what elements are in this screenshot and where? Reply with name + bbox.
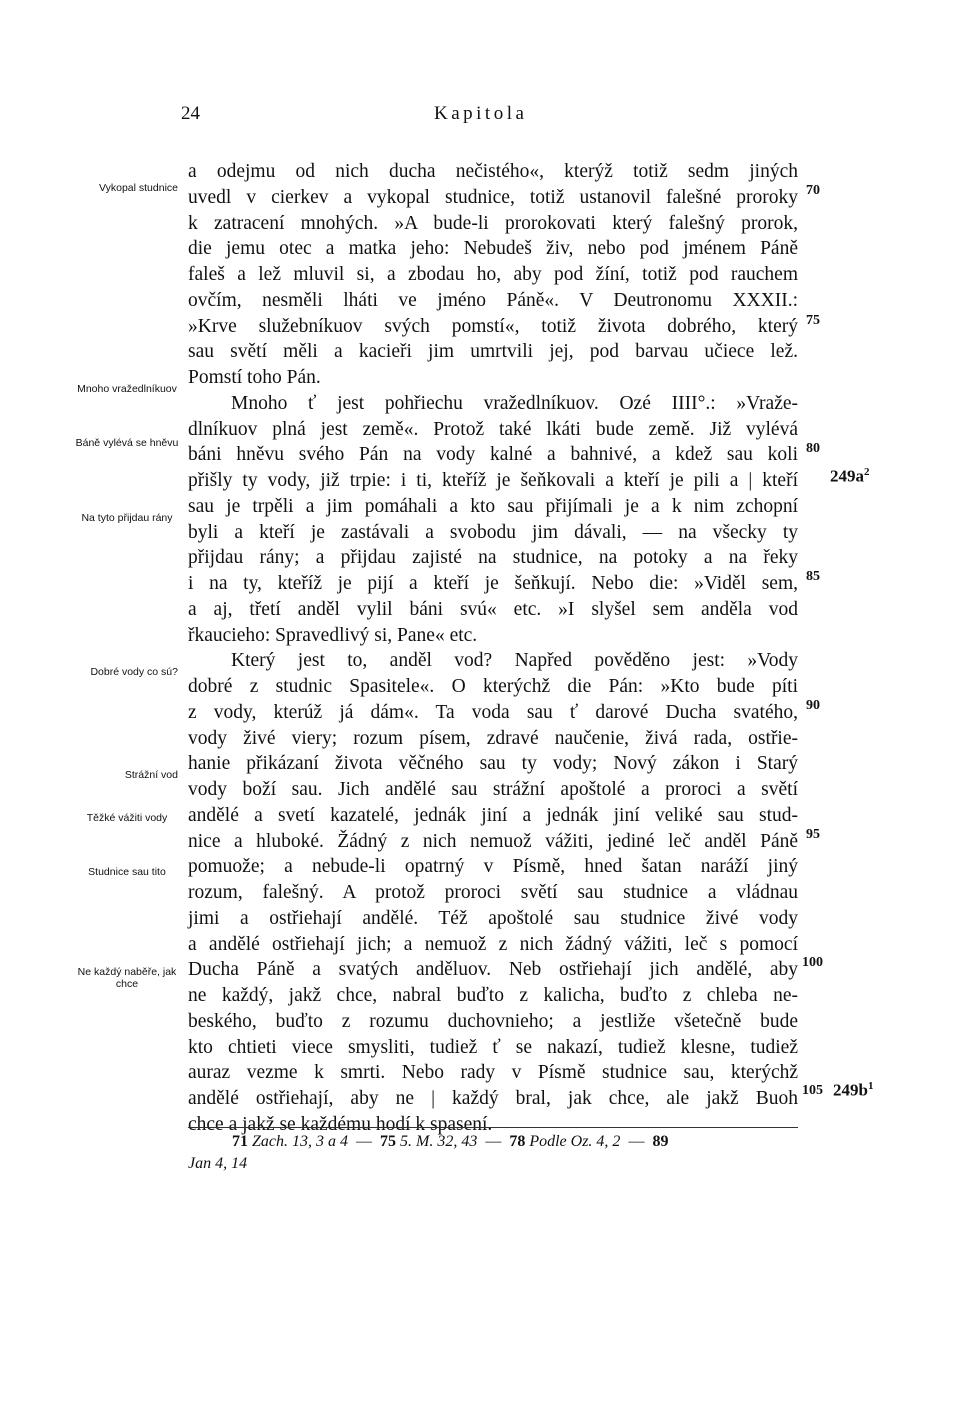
text-line: byli a kteří je zastávali a svobodu jim dávali, — na všecky ty (188, 521, 798, 543)
text-line: pomuože; a nebude-li opatrný v Písmě, hned šatan naráží jiný (188, 856, 798, 878)
folio-reference: $249b^1$ (833, 1080, 874, 1100)
text-line: a odejmu od nich ducha nečistého«, kterýž totiž sedm jiných (188, 161, 798, 182)
text-line: báni hněvu svého Pán na vody kalné a bahnivé, a kdež sau koli (188, 444, 798, 466)
text-line: Který jest to, anděl vod? Napřed pověděno jest: »Vody (231, 650, 798, 672)
text-line: die jemu otec a matka jeho: Nebudeš živ, nebo pod jménem Páně (188, 238, 798, 260)
text-line: beského, buďto z rozumu duchovnieho; a jestliže všetečně bude (188, 1010, 798, 1032)
text-line: andělé a svetí kazatelé, jednák jiní a jednák jiní veliké sau stud- (188, 804, 798, 826)
page-number: 24 (181, 103, 200, 124)
text-line: »Krve služebníkuov svých pomstí«, totiž života dobrého, který (188, 315, 798, 337)
text-line: auraz vezme k smrti. Nebo rady v Písmě studnice sau, kterýchž (188, 1062, 798, 1084)
margin-note: Ne každý naběře, jak chce (77, 966, 177, 990)
footnote-ref: Jan 4, 14 (188, 1155, 248, 1172)
line-number: 90 (806, 698, 820, 713)
footnote-rule (188, 1127, 798, 1128)
text-line: k zatracení mnohých. »A bude-li prorokovati který falešný prorok, (188, 212, 798, 234)
line-number: 105 (802, 1083, 823, 1098)
text-line: a andělé ostřiehají jich; a nemuož z nich žádný vážiti, leč s pomocí (188, 933, 798, 955)
text-line: ne každý, jakž chce, nabral buďto z kalicha, buďto z chleba ne- (188, 985, 798, 1006)
margin-note: Vykopal studnice (99, 182, 178, 194)
text-line: z vody, kterúž já dám«. Ta voda sau ť darové Ducha svatého, (188, 701, 798, 723)
chapter-title: Kapitola (434, 103, 528, 124)
margin-note: Dobré vody co sú? (90, 666, 178, 678)
text-line: vody boží sau. Jich andělé sau strážní apoštolé a proroci a světí (188, 779, 798, 800)
margin-note: Strážní vod (124, 769, 178, 781)
footnote-ref: 5. M. 32, 43 (400, 1133, 478, 1150)
text-line: dlníkuov plná jest země«. Protož také lkáti bude země. Již vylévá (188, 418, 798, 440)
margin-note: Na tyto přijdau rány (81, 512, 173, 524)
folio-reference: $249a^2$ (830, 466, 870, 486)
line-number: 75 (806, 313, 820, 328)
text-line: přišly ty vody, již trpie: i ti, kteříž je šeňkovali a kteří je pili a | kteří (188, 470, 798, 491)
text-line: a aj, třetí anděl vylil báni svú« etc. »I slyšel sem anděla vod (188, 598, 798, 620)
text-line: hanie přikázaní života věčného sau ty vody; Nový zákon i Starý (188, 753, 798, 775)
text-line: Ducha Páně a svatých anděluov. Neb ostřiehají jich andělé, aby (188, 959, 798, 981)
text-line: sau je trpěli a jim pomáhali a kto sau přijímali je a k nim zchopní (188, 495, 798, 517)
text-line: kto chtieti viece smysliti, tudiež ť se nakazí, tudiež klesne, tudiež (188, 1036, 798, 1058)
footnote-num: 75 (380, 1133, 396, 1150)
footnote-num: 71 (232, 1133, 248, 1150)
margin-note: Těžké vážiti vody (86, 812, 168, 824)
line-number: 100 (802, 955, 823, 970)
text-line: jimi a ostřiehají andělé. Též apoštolé sau studnice živé vody (188, 907, 798, 929)
footnote-ref: Podle Oz. 4, 2 (529, 1133, 621, 1150)
line-number: 80 (806, 441, 820, 456)
footnote-line-2 (188, 1153, 247, 1175)
text-line: rozum, falešný. A protož proroci světí sau studnice a vládnau (188, 882, 798, 903)
text-line: faleš a lež mluvil si, a zbodau ho, aby pod žíní, totiž pod rauchem (188, 264, 798, 285)
text-line: andělé ostřiehají, aby ne | každý bral, jak chce, ale jakž Buoh (188, 1088, 798, 1109)
line-number: 70 (806, 183, 820, 198)
text-line: uvedl v cierkev a vykopal studnice, totiž ustanovil falešné proroky (188, 186, 798, 208)
text-line: přijdau rány; a přijdau zajisté na studnice, na potoky a na řeky (188, 547, 798, 569)
footnote-ref: Zach. 13, 3 a 4 (252, 1133, 348, 1150)
text-line: sau světí měli a kacieři jim umrtvili jej, pod barvau učiece lež. (188, 341, 798, 363)
margin-note: Studnice sau tito (88, 866, 166, 878)
line-number: 85 (806, 569, 820, 584)
margin-note: Báně vylévá se hněvu (75, 437, 179, 449)
text-line: dobré z studnic Spasitele«. O kterýchž die Pán: »Kto bude píti (188, 676, 798, 697)
footnote-num: 78 (509, 1133, 526, 1150)
margin-note: Mnoho vražedlníkuov (77, 383, 177, 395)
text-line: Pomstí toho Pán. (188, 367, 321, 388)
text-line: Mnoho ť jest pohřiechu vražedlníkuov. Ozé IIII°.: »Vraže- (231, 392, 798, 414)
text-line: nice a hluboké. Žádný z nich nemuož vážiti, jediné leč anděl Páně (188, 830, 798, 852)
line-number: 95 (806, 827, 820, 842)
text-line: chce a jakž se každému hodí k spasení. (188, 1113, 493, 1135)
text-line: vody živé viery; rozum písem, zdravé naučenie, živá rada, ostřie- (188, 727, 798, 749)
footnote-line-1: 71 Zach. 13, 3 a 4 — 75 5. M. 32, 43 — 78 Podle Oz. 4, 2 — 89 (232, 1133, 669, 1150)
footnote-num: 89 (652, 1133, 669, 1150)
text-line: i na ty, kteříž je pijí a kteří je šeňkují. Nebo die: »Viděl sem, (188, 573, 798, 594)
text-line: ovčím, nesměli lháti ve jméno Páně«. V Deutronomu XXXII.: (188, 289, 798, 311)
text-line: řkaucieho: Spravedlivý si, Pane« etc. (188, 624, 478, 646)
